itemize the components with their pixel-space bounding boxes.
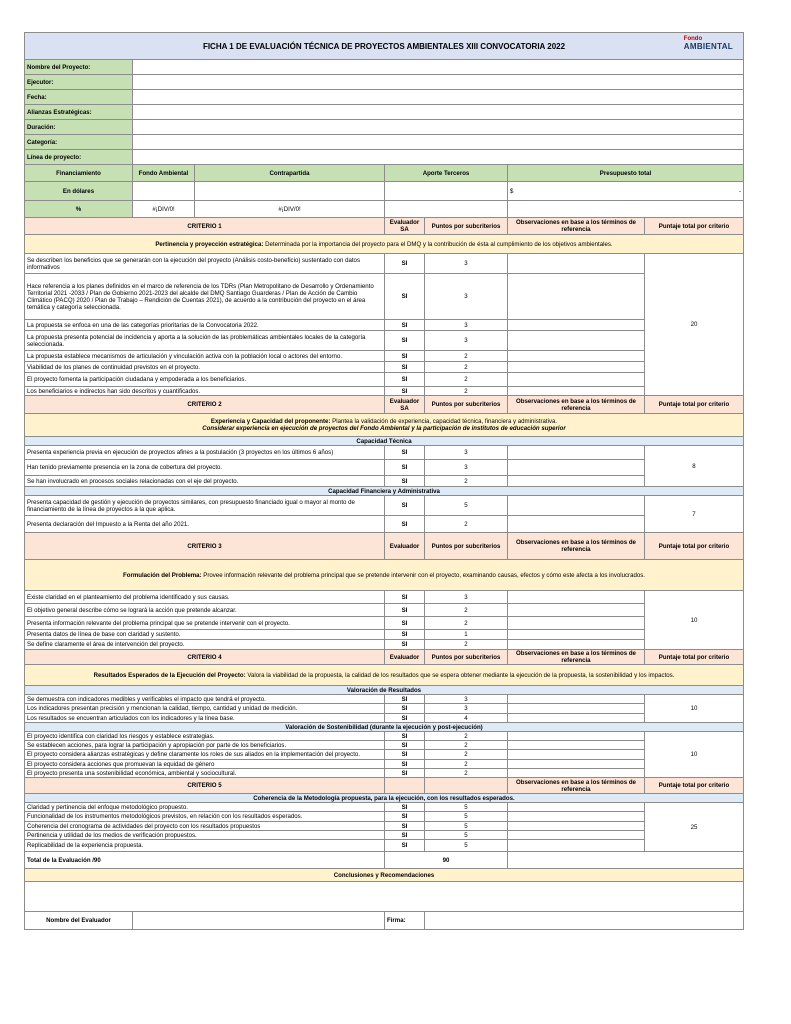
criterion-item-evaluador[interactable]: SI: [385, 387, 425, 396]
criterion-item-text: Presenta información relevante del problema principal que se pretende intervenir con el proyecto.: [25, 617, 385, 630]
project-field-row: [25, 60, 744, 75]
observaciones-header: Observaciones en base a los términos de referencia: [508, 650, 645, 665]
criterion-item-evaluador[interactable]: SI: [385, 704, 425, 714]
signature-row: [25, 912, 744, 930]
project-field-label: Fecha:: [25, 90, 133, 105]
criterio-description-text: Provee información relevante del problema principal que se pretende intervenir con el proyecto, examinando causas, efectos y cómo este afecta a los involucrados.: [201, 571, 645, 579]
criterion-item-observations[interactable]: [508, 640, 645, 650]
project-field-value[interactable]: [133, 135, 744, 150]
project-field-row: [25, 150, 744, 165]
conclusions-text-area[interactable]: [25, 882, 744, 912]
criterion-item-evaluador[interactable]: SI: [385, 591, 425, 604]
criterion-item-row: [25, 331, 744, 351]
criterion-item-evaluador[interactable]: SI: [385, 769, 425, 778]
criterion-item-observations[interactable]: [508, 812, 645, 822]
criterion-item-observations[interactable]: [508, 496, 645, 516]
criterio-description-text: Valora la viabilidad de la propuesta, la calidad de los resultados que se espera obtener mediante la ejecución de la propuesta, la sostenibilidad y los impactos.: [245, 671, 675, 679]
criterion-item-evaluador[interactable]: SI: [385, 812, 425, 822]
criterion-item-points: 2: [425, 351, 508, 362]
criterion-item-row: [25, 362, 744, 373]
criterio-description: [25, 414, 744, 437]
criterion-item-points: 5: [425, 812, 508, 822]
criterion-item-text: Replicabilidad de la experiencia propuesta.: [25, 840, 385, 852]
criterion-item-points: 3: [425, 254, 508, 274]
project-field-label: Categoría:: [25, 135, 133, 150]
criterio-total-score: 7: [645, 496, 744, 533]
criterion-item-points: 3: [425, 591, 508, 604]
signature-label: Firma:: [385, 912, 425, 930]
criterion-item-row: [25, 695, 744, 704]
criterion-item-evaluador[interactable]: SI: [385, 516, 425, 533]
criterion-item-points: 2: [425, 640, 508, 650]
evaluador-header: [385, 778, 425, 794]
criterion-item-evaluador[interactable]: SI: [385, 695, 425, 704]
criterion-item-points: 2: [425, 604, 508, 617]
criterion-item-points: 2: [425, 387, 508, 396]
criterion-item-observations[interactable]: [508, 591, 645, 604]
puntos-header: Puntos por subcriterios: [425, 396, 508, 414]
criterion-item-row: [25, 741, 744, 750]
criterion-item-observations[interactable]: [508, 373, 645, 387]
criterion-item-points: 5: [425, 803, 508, 812]
criterio-description-bold: Pertinencia y proyección estratégica:: [155, 240, 264, 248]
criterion-item-text: Los resultados se encuentran articulados con los indicadores y la línea base.: [25, 714, 385, 723]
criterion-item-observations[interactable]: [508, 714, 645, 723]
criterion-item-row: [25, 704, 744, 714]
criterion-item-points: 1: [425, 630, 508, 640]
criterion-item-points: 3: [425, 460, 508, 476]
criterion-item-row: [25, 750, 744, 760]
conclusions-header-row: [25, 869, 744, 882]
criterion-item-evaluador[interactable]: SI: [385, 362, 425, 373]
criterion-item-text: Presenta experiencia previa en ejecución de proyectos afines a la postulación (3 proyectos en los últimos 6 años): [25, 446, 385, 460]
criterion-item-evaluador[interactable]: SI: [385, 750, 425, 760]
presupuesto-value: -: [738, 187, 741, 195]
evaluador-header: Evaluador: [385, 650, 425, 665]
project-field-label: Nombre del Proyecto:: [25, 60, 133, 75]
subsection-row: [25, 437, 744, 446]
page-title: [25, 33, 744, 60]
presupuesto-percent-value: [508, 201, 744, 218]
project-field-value[interactable]: [133, 60, 744, 75]
criterion-item-row: [25, 591, 744, 604]
criterion-item-evaluador[interactable]: SI: [385, 840, 425, 852]
financing-usd-row: [25, 182, 744, 201]
project-field-value[interactable]: [133, 90, 744, 105]
criterion-item-observations[interactable]: [508, 741, 645, 750]
criterio-title: CRITERIO 4: [25, 650, 385, 665]
criterion-item-text: El proyecto considera alianzas estratégicas y define claramente los roles de sus aliados en la implementación del proyecto.: [25, 750, 385, 760]
criterion-item-row: [25, 320, 744, 331]
criterio-description-bold: Experiencia y Capacidad del proponente:: [210, 418, 331, 425]
criterion-item-text: Los beneficiarios e indirectos han sido descritos y cuantificados.: [25, 387, 385, 396]
currency-symbol: $: [510, 187, 514, 195]
criterion-item-evaluador[interactable]: SI: [385, 320, 425, 331]
criterion-item-observations[interactable]: [508, 704, 645, 714]
criterion-item-text: Se han involucrado en procesos sociales relacionadas con el eje del proyecto.: [25, 476, 385, 487]
criterion-item-evaluador[interactable]: SI: [385, 496, 425, 516]
puntaje-total-header: Puntaje total por criterio: [645, 396, 744, 414]
criterion-item-text: Existe claridad en el planteamiento del problema identificado y sus causas.: [25, 591, 385, 604]
observaciones-header: Observaciones en base a los términos de referencia: [508, 533, 645, 560]
criterion-item-points: 3: [425, 704, 508, 714]
project-field-row: [25, 90, 744, 105]
criterio-description-text: Determinada por la importancia del proyecto para el DMQ y la contribución de ésta al cumplimiento de los objetivos ambientales.: [263, 240, 613, 248]
criterion-item-points: 3: [425, 274, 508, 320]
financing-percent-row: [25, 201, 744, 218]
criterion-item-text: Pertinencia y utilidad de los medios de verificación propuestos.: [25, 831, 385, 840]
criterion-item-row: [25, 822, 744, 831]
puntaje-total-header: Puntaje total por criterio: [645, 533, 744, 560]
criterion-item-text: Claridad y pertinencia del enfoque metodológico propuesto.: [25, 803, 385, 812]
criterion-item-text: Han tenido previamente presencia en la zona de cobertura del proyecto.: [25, 460, 385, 476]
subsection-title: Capacidad Financiera y Administrativa: [25, 487, 744, 496]
project-field-row: [25, 120, 744, 135]
criterio-total-score: 8: [645, 446, 744, 487]
evaluator-name-field[interactable]: [133, 912, 385, 930]
criterio-total-score: 10: [645, 695, 744, 723]
criterion-item-points: 5: [425, 840, 508, 852]
criterion-item-evaluador[interactable]: SI: [385, 274, 425, 320]
subsection-title: Capacidad Técnica: [25, 437, 744, 446]
criterion-item-observations[interactable]: [508, 476, 645, 487]
criterion-item-text: La propuesta establece mecanismos de articulación y vinculación activa con la población local o actores del entorno.: [25, 351, 385, 362]
criterio-title: CRITERIO 1: [25, 218, 385, 235]
criterion-item-text: Se define claramente el área de intervención del proyecto.: [25, 640, 385, 650]
criterion-item-text: Presenta datos de línea de base con claridad y sustento.: [25, 630, 385, 640]
evaluador-header: Evaluador: [385, 533, 425, 560]
contrapartida-header: Contrapartida: [195, 165, 385, 182]
presupuesto-total-header: Presupuesto total: [508, 165, 744, 182]
criterion-item-row: [25, 630, 744, 640]
subsection-title: Coherencia de la Metodología propuesta, para la ejecución, con los resultados esperados.: [25, 794, 744, 803]
fondo-usd-value[interactable]: [133, 182, 195, 201]
criterio-description-note: Considerar experiencia en ejecución de proyectos del Fondo Ambiental y la participación de institutos de educación superior: [202, 425, 566, 432]
criterio-header-row: [25, 778, 744, 794]
criterion-item-evaluador[interactable]: SI: [385, 373, 425, 387]
criterio-description-row: [25, 665, 744, 686]
criterio-header-row: [25, 533, 744, 560]
criterion-item-text: Se establecen acciones, para lograr la participación y apropiación por parte de los beneficiarios.: [25, 741, 385, 750]
criterion-item-text: Coherencia del cronograma de actividades del proyecto con los resultados propuestos: [25, 822, 385, 831]
criterion-item-observations[interactable]: [508, 446, 645, 460]
puntaje-total-header: Puntaje total por criterio: [645, 218, 744, 235]
criterion-item-row: [25, 760, 744, 769]
criterion-item-row: [25, 496, 744, 516]
criterion-item-evaluador[interactable]: SI: [385, 741, 425, 750]
fondo-percent-value: #¡DIV/0!: [133, 201, 195, 218]
criterion-item-observations[interactable]: [508, 760, 645, 769]
criterio-title: CRITERIO 2: [25, 396, 385, 414]
criterion-item-observations[interactable]: [508, 822, 645, 831]
criterion-item-points: 2: [425, 760, 508, 769]
criterion-item-row: [25, 831, 744, 840]
criterion-item-text: Presenta declaración del Impuesto a la Renta del año 2021.: [25, 516, 385, 533]
puntos-header: Puntos por subcriterios: [425, 650, 508, 665]
project-field-value[interactable]: [133, 150, 744, 165]
contrapartida-usd-value[interactable]: [195, 182, 385, 201]
aporte-usd-value[interactable]: [385, 182, 508, 201]
criterion-item-evaluador[interactable]: SI: [385, 630, 425, 640]
criterion-item-points: 3: [425, 331, 508, 351]
criterion-item-evaluador[interactable]: SI: [385, 604, 425, 617]
evaluador-header: Evaluador SA: [385, 218, 425, 235]
criterion-item-observations[interactable]: [508, 516, 645, 533]
observaciones-header: Observaciones en base a los términos de referencia: [508, 778, 645, 794]
criterion-item-observations[interactable]: [508, 254, 645, 274]
criterion-item-row: [25, 274, 744, 320]
criterion-item-evaluador[interactable]: SI: [385, 331, 425, 351]
signature-field[interactable]: [425, 912, 744, 930]
project-field-row: [25, 105, 744, 120]
subsection-title: Valoración de Resultados: [25, 686, 744, 695]
criterion-item-evaluador[interactable]: SI: [385, 640, 425, 650]
criterion-item-observations[interactable]: [508, 750, 645, 760]
criterion-item-observations[interactable]: [508, 630, 645, 640]
criterion-item-evaluador[interactable]: SI: [385, 760, 425, 769]
criterion-item-observations[interactable]: [508, 387, 645, 396]
criterion-item-observations[interactable]: [508, 331, 645, 351]
subsection-row: [25, 487, 744, 496]
criterion-item-evaluador[interactable]: SI: [385, 476, 425, 487]
criterion-item-observations[interactable]: [508, 617, 645, 630]
logo-line-2: AMBIENTAL: [683, 42, 733, 51]
criterion-item-row: [25, 769, 744, 778]
criterion-item-row: [25, 446, 744, 460]
criterion-item-row: [25, 387, 744, 396]
criterion-item-text: El proyecto considera acciones que promuevan la equidad de género: [25, 760, 385, 769]
criterion-item-row: [25, 373, 744, 387]
project-field-label: Duración:: [25, 120, 133, 135]
criterion-item-points: 2: [425, 741, 508, 750]
criterio-header-row: [25, 218, 744, 235]
criterion-item-evaluador[interactable]: SI: [385, 617, 425, 630]
criterion-item-observations[interactable]: [508, 604, 645, 617]
criterion-item-points: 2: [425, 373, 508, 387]
criterion-item-points: 2: [425, 617, 508, 630]
criterion-item-points: 5: [425, 496, 508, 516]
criterio-total-score: 10: [645, 732, 744, 778]
project-field-value[interactable]: [133, 75, 744, 90]
criterion-item-row: [25, 460, 744, 476]
presupuesto-usd-value: [508, 182, 744, 201]
criterion-item-evaluador[interactable]: SI: [385, 822, 425, 831]
criterio-title: CRITERIO 5: [25, 778, 385, 794]
criterion-item-text: El objetivo general describe cómo se logrará la acción que pretende alcanzar.: [25, 604, 385, 617]
conclusions-header: Conclusiones y Recomendaciones: [25, 869, 744, 882]
subsection-title: Valoración de Sostenibilidad (durante la ejecución y post-ejecución): [25, 723, 744, 732]
criterio-header-row: [25, 650, 744, 665]
criterion-item-row: [25, 840, 744, 852]
criterio-description-text: Plantea la validación de experiencia, capacidad técnica, financiera y administrativa.: [330, 418, 558, 425]
total-row: [25, 852, 744, 869]
observaciones-header: Observaciones en base a los términos de referencia: [508, 396, 645, 414]
criterion-item-points: 3: [425, 695, 508, 704]
criterion-item-text: Se demuestra con indicadores medibles y verificables el impacto que tendrá el proyecto.: [25, 695, 385, 704]
criterion-item-points: 2: [425, 516, 508, 533]
criterio-description: [25, 560, 744, 591]
criterio-description-row: [25, 414, 744, 437]
criterion-item-observations[interactable]: [508, 274, 645, 320]
project-field-row: [25, 75, 744, 90]
project-field-row: [25, 135, 744, 150]
percent-label: %: [25, 201, 133, 218]
aporte-terceros-header: Aporte Terceros: [385, 165, 508, 182]
criterion-item-row: [25, 604, 744, 617]
total-evaluation-label: Total de la Evaluación /90: [25, 852, 385, 869]
project-field-label: Línea de proyecto:: [25, 150, 133, 165]
criterion-item-observations[interactable]: [508, 351, 645, 362]
criterion-item-evaluador[interactable]: SI: [385, 732, 425, 741]
criterion-item-observations[interactable]: [508, 840, 645, 852]
evaluator-name-label: Nombre del Evaluador: [25, 912, 133, 930]
contrapartida-percent-value: #¡DIV/0!: [195, 201, 385, 218]
criterion-item-evaluador[interactable]: SI: [385, 351, 425, 362]
criterion-item-observations[interactable]: [508, 769, 645, 778]
conclusions-body-row: [25, 882, 744, 912]
criterion-item-row: [25, 640, 744, 650]
criterion-item-observations[interactable]: [508, 732, 645, 741]
criterion-item-text: Se describen los beneficios que se generarán con la ejecución del proyecto (Análisis costo-beneficio) sustentado con datos informativos: [25, 254, 385, 274]
puntaje-total-header: Puntaje total por criterio: [645, 650, 744, 665]
criterion-item-observations[interactable]: [508, 803, 645, 812]
fondo-ambiental-header: Fondo Ambiental: [133, 165, 195, 182]
total-evaluation-value: 90: [385, 852, 508, 869]
criterion-item-row: [25, 812, 744, 822]
logo-line-1: Fondo: [683, 36, 703, 42]
criterion-item-text: Presenta capacidad de gestión y ejecución de proyectos similares, con presupuesto financiado igual o mayor al monto de financiamiento de la línea de proyectos a la que aplica.: [25, 496, 385, 516]
puntos-header: Puntos por subcriterios: [425, 218, 508, 235]
criterion-item-observations[interactable]: [508, 362, 645, 373]
total-evaluation-empty: [508, 852, 744, 869]
criterion-item-observations[interactable]: [508, 320, 645, 331]
criterion-item-text: El proyecto identifica con claridad los riesgos y establece estrategias.: [25, 732, 385, 741]
criterion-item-evaluador[interactable]: SI: [385, 254, 425, 274]
criterion-item-row: [25, 351, 744, 362]
criterio-title: CRITERIO 3: [25, 533, 385, 560]
en-dolares-label: En dólares: [25, 182, 133, 201]
criterion-item-observations[interactable]: [508, 460, 645, 476]
criterion-item-points: 5: [425, 822, 508, 831]
criterion-item-points: 2: [425, 750, 508, 760]
criterio-description-row: [25, 560, 744, 591]
criterio-total-score: 10: [645, 591, 744, 650]
subsection-row: [25, 723, 744, 732]
evaluador-header: Evaluador SA: [385, 396, 425, 414]
criterion-item-evaluador[interactable]: SI: [385, 803, 425, 812]
criterion-item-text: Los indicadores presentan precisión y mencionan la calidad, tiempo, cantidad y unidad de medición.: [25, 704, 385, 714]
evaluation-sheet: [24, 32, 743, 930]
criterion-item-text: Viabilidad de los planes de continuidad previstos en el proyecto.: [25, 362, 385, 373]
criterion-item-text: La propuesta presenta potencial de incidencia y aporta a la solución de las problemáticas ambientales locales de la categoría seleccionada.: [25, 331, 385, 351]
financing-header-row: [25, 165, 744, 182]
criterion-item-points: 2: [425, 362, 508, 373]
criterion-item-row: [25, 732, 744, 741]
page-title-text: FICHA 1 DE EVALUACIÓN TÉCNICA DE PROYECTOS AMBIENTALES XIII CONVOCATORIA 2022: [202, 41, 566, 51]
criterio-description-bold: Resultados Esperados de la Ejecución del Proyecto:: [93, 671, 246, 679]
project-field-value[interactable]: [133, 120, 744, 135]
subsection-row: [25, 794, 744, 803]
financing-header: Financiamiento: [25, 165, 133, 182]
criterion-item-row: [25, 476, 744, 487]
subsection-row: [25, 686, 744, 695]
criterio-description: [25, 665, 744, 686]
criterion-item-points: 3: [425, 320, 508, 331]
criterio-header-row: [25, 396, 744, 414]
criterion-item-text: Hace referencia a los planes definidos en el marco de referencia de los TDRs (Plan Metropolitano de Desarrollo y Ordenamiento Territorial 2021 -2033 / Plan de Gobierno 2021-2023 del alcalde del DMQ Santiago Guarderas / Plan de Acción de Cambio Climático (PACQ) 2020 / Plan de Trabajo – Rendición de Cuentas 2021), de acuerdo a la contribución del proyecto en el área temática y categoría seleccionada.: [25, 274, 385, 320]
criterion-item-points: 4: [425, 714, 508, 723]
criterion-item-row: [25, 714, 744, 723]
criterion-item-evaluador[interactable]: SI: [385, 831, 425, 840]
criterion-item-row: [25, 803, 744, 812]
project-field-value[interactable]: [133, 105, 744, 120]
evaluation-table: [24, 32, 744, 930]
aporte-percent-value: [385, 201, 508, 218]
criterio-total-score: 25: [645, 803, 744, 852]
project-field-label: Alianzas Estratégicas:: [25, 105, 133, 120]
criterio-total-score: 20: [645, 254, 744, 396]
observaciones-header: Observaciones en base a los términos de referencia: [508, 218, 645, 235]
criterion-item-text: El proyecto fomenta la participación ciudadana y empoderada a los beneficiarios.: [25, 373, 385, 387]
criterion-item-points: 3: [425, 446, 508, 460]
criterion-item-text: Funcionalidad de los instrumentos metodológicos previstos, en relación con los resultados esperados.: [25, 812, 385, 822]
criterion-item-observations[interactable]: [508, 831, 645, 840]
puntos-header: [425, 778, 508, 794]
criterion-item-points: 5: [425, 831, 508, 840]
criterio-description-bold: Formulación del Problema:: [123, 571, 202, 579]
criterion-item-text: El proyecto presenta una sostenibilidad económica, ambiental y sociocultural.: [25, 769, 385, 778]
criterion-item-evaluador[interactable]: SI: [385, 460, 425, 476]
criterion-item-row: [25, 254, 744, 274]
criterion-item-row: [25, 516, 744, 533]
criterion-item-evaluador[interactable]: SI: [385, 446, 425, 460]
criterio-description: [25, 235, 744, 254]
puntos-header: Puntos por subcriterios: [425, 533, 508, 560]
criterion-item-row: [25, 617, 744, 630]
criterion-item-points: 2: [425, 769, 508, 778]
criterion-item-evaluador[interactable]: SI: [385, 714, 425, 723]
criterion-item-observations[interactable]: [508, 695, 645, 704]
fondo-ambiental-logo: [684, 36, 733, 50]
project-field-label: Ejecutor:: [25, 75, 133, 90]
criterion-item-text: La propuesta se enfoca en una de las categorías prioritarias de la Convocatoria 2022.: [25, 320, 385, 331]
puntaje-total-header: Puntaje total por criterio: [645, 778, 744, 794]
criterion-item-points: 2: [425, 732, 508, 741]
criterio-description-row: [25, 235, 744, 254]
criterion-item-points: 2: [425, 476, 508, 487]
